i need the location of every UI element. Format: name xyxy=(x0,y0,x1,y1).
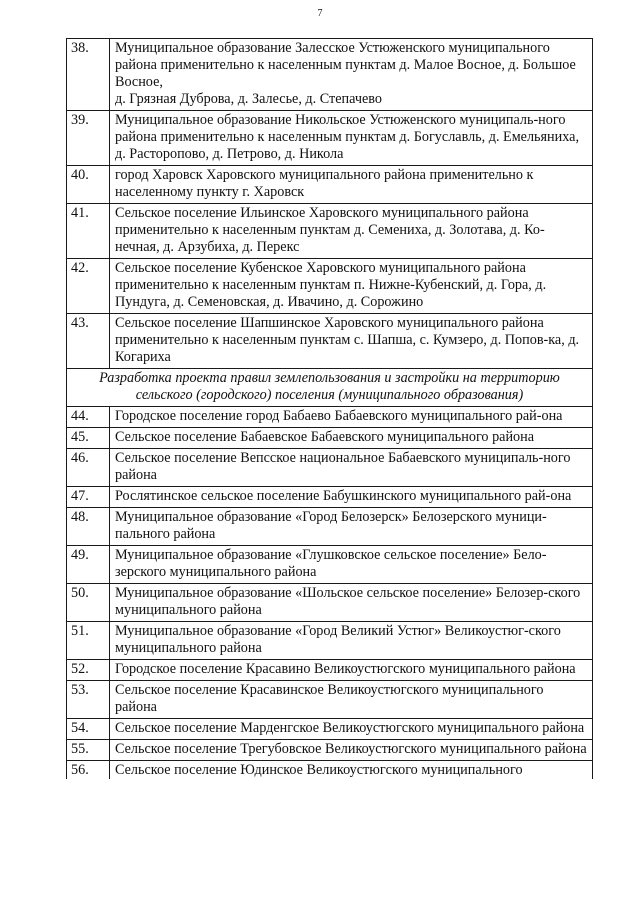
table-row xyxy=(67,407,593,428)
table-body xyxy=(67,39,593,780)
row-number: 52. xyxy=(67,660,110,681)
row-text: город Харовск Харовского муниципального района применительно к населенному пункту г. Харовск xyxy=(110,166,593,204)
row-text: Муниципальное образование «Город Великий Устюг» Великоустюг-ского муниципального района xyxy=(110,622,593,660)
section-header-row xyxy=(67,369,593,407)
row-text: Муниципальное образование Залесское Устюженского муниципального района применительно к населенным пунктам д. Малое Восное, д. Большое Восное, д. Грязная Дуброва, д. Залесье, д. Степачево xyxy=(110,39,593,111)
table-row xyxy=(67,740,593,761)
table-row xyxy=(67,166,593,204)
row-number: 45. xyxy=(67,428,110,449)
row-number: 43. xyxy=(67,314,110,369)
table-row xyxy=(67,546,593,584)
table-row xyxy=(67,719,593,740)
row-number: 53. xyxy=(67,681,110,719)
table-row xyxy=(67,449,593,487)
row-number: 47. xyxy=(67,487,110,508)
row-number: 46. xyxy=(67,449,110,487)
row-number: 49. xyxy=(67,546,110,584)
row-text: Сельское поселение Марденгское Великоустюгского муниципального района xyxy=(110,719,593,740)
row-text: Сельское поселение Ильинское Харовского муниципального района применительно к населенным пунктам д. Семениха, д. Золотава, д. Ко-нечная, д. Арзубиха, д. Перекс xyxy=(110,204,593,259)
row-text: Сельское поселение Кубенское Харовского муниципального района применительно к населенным пунктам п. Нижне-Кубенский, д. Гора, д. Пундуга, д. Семеновская, д. Ивачино, д. Сорожино xyxy=(110,259,593,314)
table-row xyxy=(67,660,593,681)
section-header: Разработка проекта правил землепользования и застройки на территорию сельского (городского) поселения (муниципального образования) xyxy=(67,369,593,407)
table-row xyxy=(67,314,593,369)
row-text: Сельское поселение Бабаевское Бабаевского муниципального района xyxy=(110,428,593,449)
table-row xyxy=(67,39,593,111)
row-text: Муниципальное образование Никольское Устюженского муниципаль-ного района применительно к населенным пунктам д. Богуславль, д. Емельяниха, д. Расторопово, д. Петрово, д. Никола xyxy=(110,111,593,166)
row-number: 56. xyxy=(67,761,110,780)
table-row xyxy=(67,508,593,546)
row-text: Рослятинское сельское поселение Бабушкинского муниципального рай-она xyxy=(110,487,593,508)
table-row xyxy=(67,487,593,508)
table-row xyxy=(67,681,593,719)
row-number: 41. xyxy=(67,204,110,259)
row-text: Сельское поселение Вепсское национальное Бабаевского муниципаль-ного района xyxy=(110,449,593,487)
table-row xyxy=(67,428,593,449)
row-number: 40. xyxy=(67,166,110,204)
table-row xyxy=(67,111,593,166)
row-number: 48. xyxy=(67,508,110,546)
row-number: 42. xyxy=(67,259,110,314)
row-number: 51. xyxy=(67,622,110,660)
row-number: 50. xyxy=(67,584,110,622)
row-text: Сельское поселение Шапшинское Харовского муниципального района применительно к населенным пунктам с. Шапша, с. Кумзеро, д. Попов-ка, д. Когариха xyxy=(110,314,593,369)
row-number: 54. xyxy=(67,719,110,740)
row-number: 39. xyxy=(67,111,110,166)
row-number: 55. xyxy=(67,740,110,761)
row-text: Сельское поселение Юдинское Великоустюгского муниципального xyxy=(110,761,593,780)
row-text: Муниципальное образование «Глушковское сельское поселение» Бело-зерского муниципального района xyxy=(110,546,593,584)
table-row xyxy=(67,761,593,780)
row-text: Муниципальное образование «Город Белозерск» Белозерского муници-пального района xyxy=(110,508,593,546)
row-text: Городское поселение Красавино Великоустюгского муниципального района xyxy=(110,660,593,681)
table-row xyxy=(67,259,593,314)
table-row xyxy=(67,622,593,660)
municipalities-table xyxy=(66,38,593,779)
row-text: Сельское поселение Трегубовское Великоустюгского муниципального района xyxy=(110,740,593,761)
row-text: Сельское поселение Красавинское Великоустюгского муниципального района xyxy=(110,681,593,719)
table-row xyxy=(67,204,593,259)
table-row xyxy=(67,584,593,622)
row-number: 38. xyxy=(67,39,110,111)
row-number: 44. xyxy=(67,407,110,428)
row-text: Городское поселение город Бабаево Бабаевского муниципального рай-она xyxy=(110,407,593,428)
row-text: Муниципальное образование «Шольское сельское поселение» Белозер-ского муниципального района xyxy=(110,584,593,622)
page-number: 7 xyxy=(317,8,323,19)
